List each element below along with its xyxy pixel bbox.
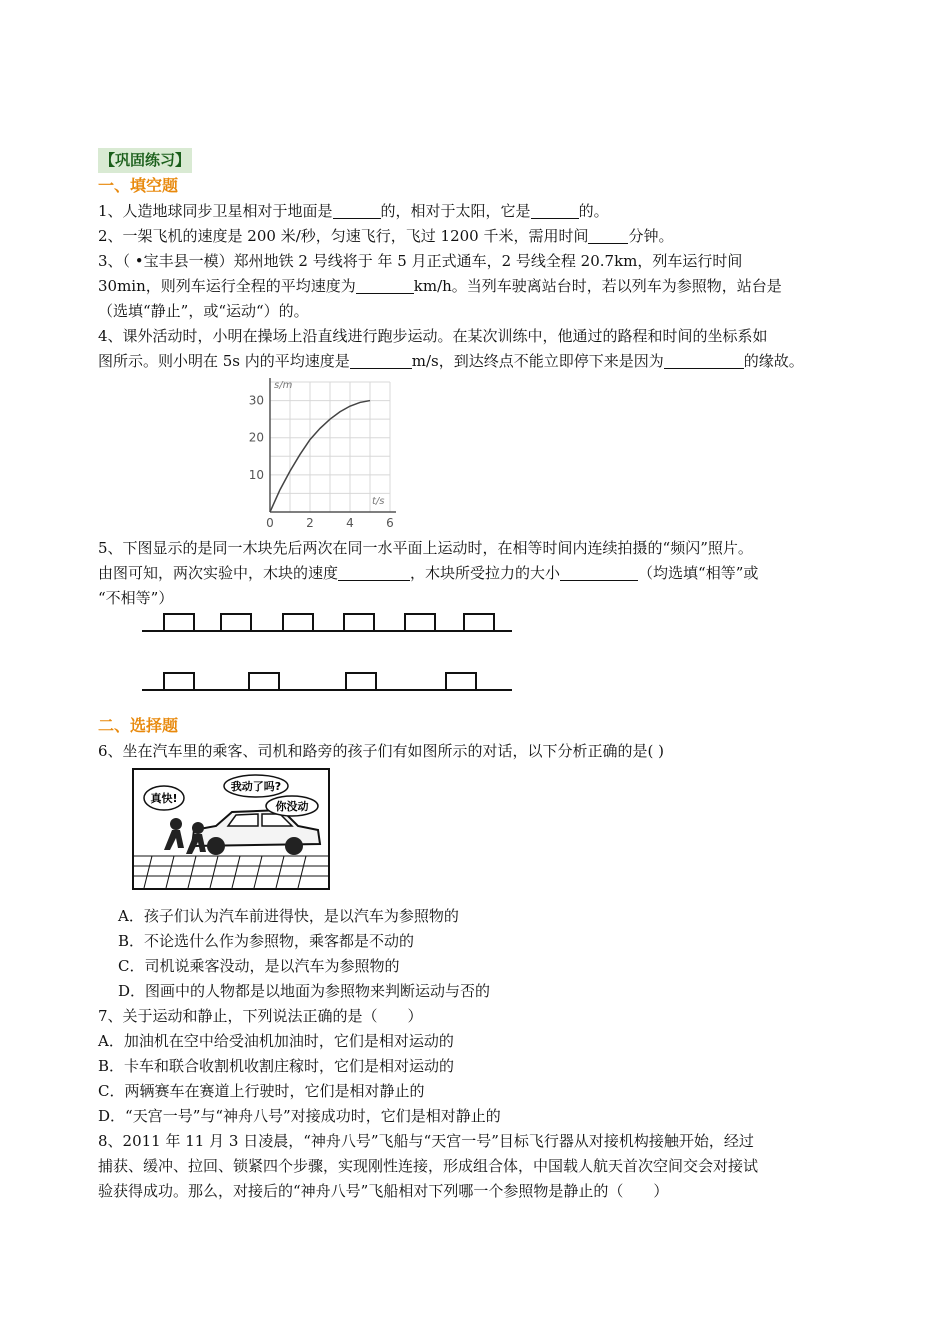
q1-text-a: 1、人造地球同步卫星相对于地面是 [98, 202, 333, 220]
block-2-4 [446, 673, 476, 690]
q2-text-a: 2、一架飞机的速度是 200 米/秒，匀速飞行，飞过 1200 千米，需用时间 [98, 227, 589, 245]
section-tag: 【巩固练习】 [98, 148, 192, 173]
distance-time-chart [240, 374, 410, 534]
x-tick-label: 2 [306, 516, 314, 530]
speech-bubble-2 [224, 775, 288, 797]
block-2-3 [346, 673, 376, 690]
q1-blank-2[interactable] [531, 202, 579, 219]
q5-text-b: ，木块所受拉力的大小 [410, 564, 561, 582]
q7-option-b[interactable]: B．卡车和联合收割机收割庄稼时，它们是相对运动的 [98, 1057, 455, 1075]
q6-option-b[interactable]: B．不论选什么作为参照物，乘客都是不动的 [118, 932, 415, 950]
block-1-2 [221, 614, 251, 631]
q4-text-a: 图所示。则小明在 5s 内的平均速度是 [98, 352, 350, 370]
q4-blank-2[interactable] [664, 352, 744, 369]
q3-text-a: 30min，则列车运行全程的平均速度为 [98, 277, 356, 295]
x-tick-label: 6 [386, 516, 394, 530]
question-3-line-3: （选填“静止”，或“运动“）的。 [98, 302, 309, 320]
block-2-1 [164, 673, 194, 690]
bubble-2-text: 我动了吗? [230, 780, 282, 793]
q2-text-b: 分钟。 [628, 227, 674, 245]
q3-blank[interactable] [356, 277, 414, 294]
question-6-stem: 6、坐在汽车里的乘客、司机和路旁的孩子们有如图所示的对话，以下分析正确的是( ) [98, 742, 665, 760]
question-1 [98, 199, 868, 224]
question-4-line-2 [98, 349, 868, 374]
q2-blank[interactable] [588, 227, 628, 244]
q7-option-c[interactable]: C．两辆赛车在赛道上行驶时，它们是相对静止的 [98, 1082, 425, 1100]
question-5-line-1: 5、下图显示的是同一木块先后两次在同一水平面上运动时，在相等时间内连续拍摄的“频闪”照片。 [98, 539, 753, 557]
question-4-line-1: 4、课外活动时，小明在操场上沿直线进行跑步运动。在某次训练中，他通过的路程和时间的坐标系如 [98, 327, 768, 345]
x-axis-label: t/s [372, 496, 385, 507]
car-dialogue-cartoon [132, 768, 332, 892]
q1-text-c: 的。 [578, 202, 609, 220]
strobe-photo-figure [98, 611, 868, 713]
block-1-1 [164, 614, 194, 631]
question-5-line-3: “不相等”） [98, 589, 174, 607]
q4-text-c: 的缘故。 [743, 352, 804, 370]
q6-option-c[interactable]: C．司机说乘客没动，是以汽车为参照物的 [118, 957, 400, 975]
q6-option-d[interactable]: D．图画中的人物都是以地面为参照物来判断运动与否的 [118, 982, 491, 1000]
strobe-photo-diagram [142, 611, 522, 711]
choice-section-title: 二、选择题 [98, 716, 179, 735]
question-2 [98, 224, 868, 249]
question-8-line-2: 捕获、缓冲、拉回、锁紧四个步骤，实现刚性连接，形成组合体，中国载人航天首次空间交会对接试 [98, 1157, 759, 1175]
q6-figure [98, 764, 868, 894]
y-tick-label: 10 [248, 467, 264, 482]
q4-blank-1[interactable] [350, 352, 412, 369]
bubble-1-text: 真快! [150, 792, 178, 805]
question-7-stem: 7、关于运动和静止，下列说法正确的是（ ） [98, 1007, 423, 1025]
q5-text-c: （均选填“相等”或 [638, 564, 759, 582]
y-axis-label: s/m [274, 380, 293, 391]
section-tag-line [98, 148, 868, 173]
question-8-line-3: 验获得成功。那么，对接后的“神舟八号”飞船相对下列哪一个参照物是静止的（ ） [98, 1182, 669, 1200]
q3-text-b: km/h。当列车驶离站台时，若以列车为参照物，站台是 [413, 277, 782, 295]
q5-text-a: 由图可知，两次实验中，木块的速度 [98, 564, 339, 582]
y-tick-label: 20 [248, 430, 264, 445]
q7-option-a[interactable]: A．加油机在空中给受油机加油时，它们是相对运动的 [98, 1032, 454, 1050]
speech-bubble-1 [144, 786, 184, 810]
fill-section-title: 一、填空题 [98, 176, 179, 195]
q1-blank-1[interactable] [333, 202, 381, 219]
q5-blank-2[interactable] [560, 564, 638, 581]
q5-blank-1[interactable] [338, 564, 410, 581]
speech-bubble-3 [266, 796, 318, 816]
question-5-line-2 [98, 561, 868, 586]
bubble-3-text: 你没动 [275, 800, 309, 813]
q7-option-d[interactable]: D．“天宫一号”与“神舟八号”对接成功时，它们是相对静止的 [98, 1107, 501, 1125]
question-3-line-2 [98, 274, 868, 299]
q6-option-a[interactable]: A．孩子们认为汽车前进得快，是以汽车为参照物的 [118, 907, 459, 925]
block-1-6 [464, 614, 494, 631]
worksheet [98, 148, 868, 1204]
question-8-line-1: 8、2011 年 11 月 3 日凌晨，“神舟八号”飞船与“天宫一号”目标飞行器从对接机构接触开始，经过 [98, 1132, 754, 1150]
q4-figure [98, 374, 868, 536]
q1-text-b: 的，相对于太阳，它是 [380, 202, 531, 220]
block-2-2 [249, 673, 279, 690]
x-tick-label: 0 [266, 516, 274, 530]
q4-text-b: m/s，到达终点不能立即停下来是因为 [411, 352, 664, 370]
question-3-line-1: 3、（ •宝丰县一模）郑州地铁 2 号线将于 年 5 月正式通车，2 号线全程 20.7km，列车运行时间 [98, 252, 743, 270]
y-tick-label: 30 [248, 393, 264, 408]
x-tick-label: 4 [346, 516, 354, 530]
block-1-3 [283, 614, 313, 631]
block-1-4 [344, 614, 374, 631]
block-1-5 [405, 614, 435, 631]
